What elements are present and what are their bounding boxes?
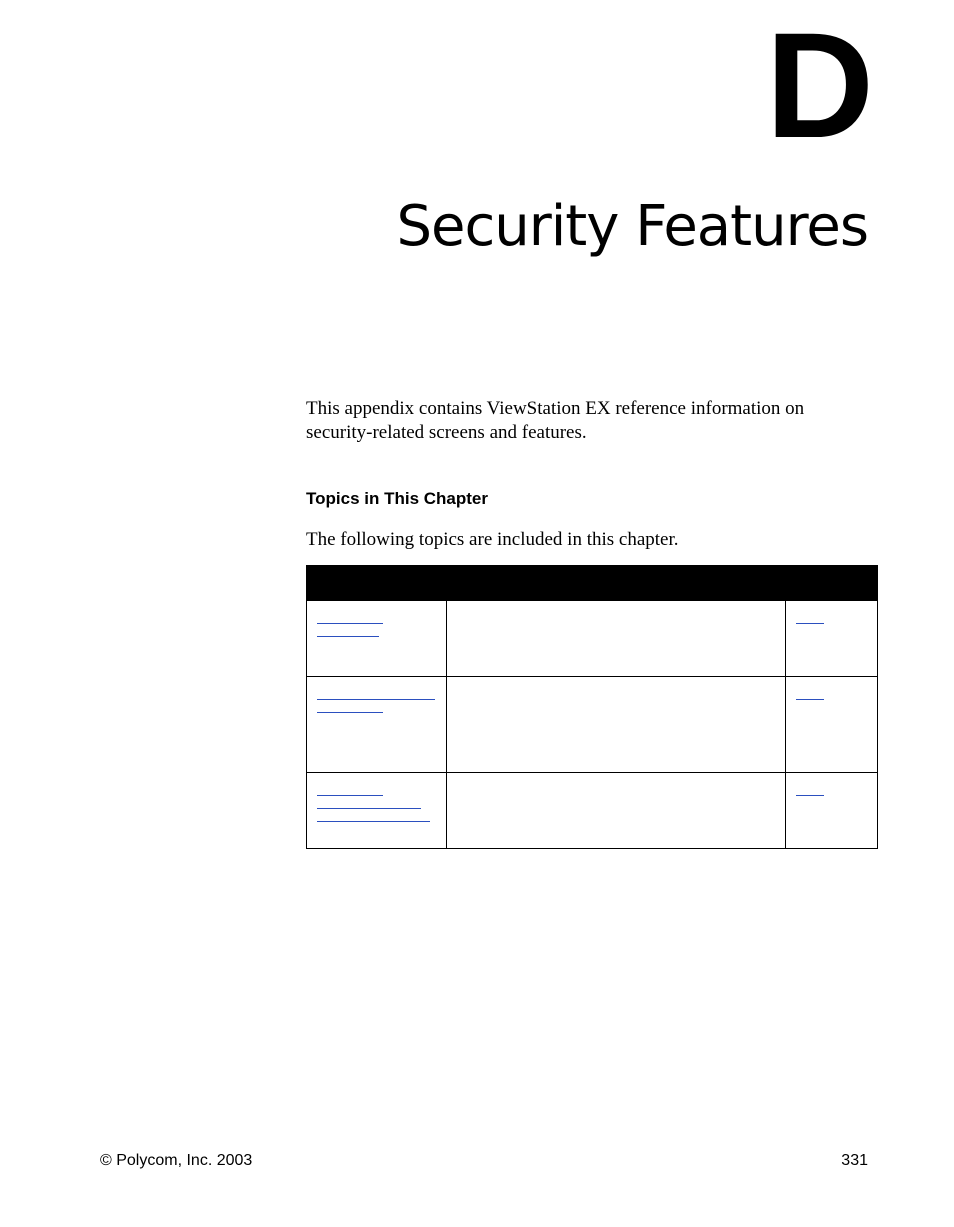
page-link[interactable]	[796, 699, 824, 700]
topic-link[interactable]	[317, 636, 379, 637]
table-row	[307, 601, 878, 677]
topic-link[interactable]	[317, 821, 430, 822]
description-cell	[447, 773, 786, 849]
page-link-cell[interactable]	[785, 601, 877, 677]
topic-link[interactable]	[317, 712, 383, 713]
header-cell-page	[785, 566, 877, 601]
chapter-letter: D	[765, 1, 870, 169]
topic-link[interactable]	[317, 795, 383, 796]
intro-paragraph: This appendix contains ViewStation EX reference information on security-related screens and features.	[306, 398, 805, 443]
topic-link-cell[interactable]	[307, 773, 447, 849]
topics-table-header	[307, 566, 878, 601]
page-link-cell[interactable]	[785, 773, 877, 849]
page-link-cell[interactable]	[785, 677, 877, 773]
topic-link[interactable]	[317, 623, 383, 624]
header-cell-description	[447, 566, 786, 601]
topics-subtitle: The following topics are included in this chapter.	[306, 529, 679, 550]
topic-link-cell[interactable]	[307, 601, 447, 677]
description-cell	[447, 677, 786, 773]
table-row	[307, 677, 878, 773]
header-cell-topic	[307, 566, 447, 601]
footer-page-number: 331	[841, 1152, 868, 1169]
topic-link[interactable]	[317, 699, 435, 700]
topics-heading: Topics in This Chapter	[306, 489, 488, 508]
footer-copyright: © Polycom, Inc. 2003	[100, 1152, 253, 1169]
topic-link[interactable]	[317, 808, 421, 809]
chapter-title: Security Features	[396, 194, 868, 259]
description-cell	[447, 601, 786, 677]
page-link[interactable]	[796, 795, 824, 796]
table-row	[307, 773, 878, 849]
topics-table	[306, 565, 878, 849]
page-link[interactable]	[796, 623, 824, 624]
topic-link-cell[interactable]	[307, 677, 447, 773]
